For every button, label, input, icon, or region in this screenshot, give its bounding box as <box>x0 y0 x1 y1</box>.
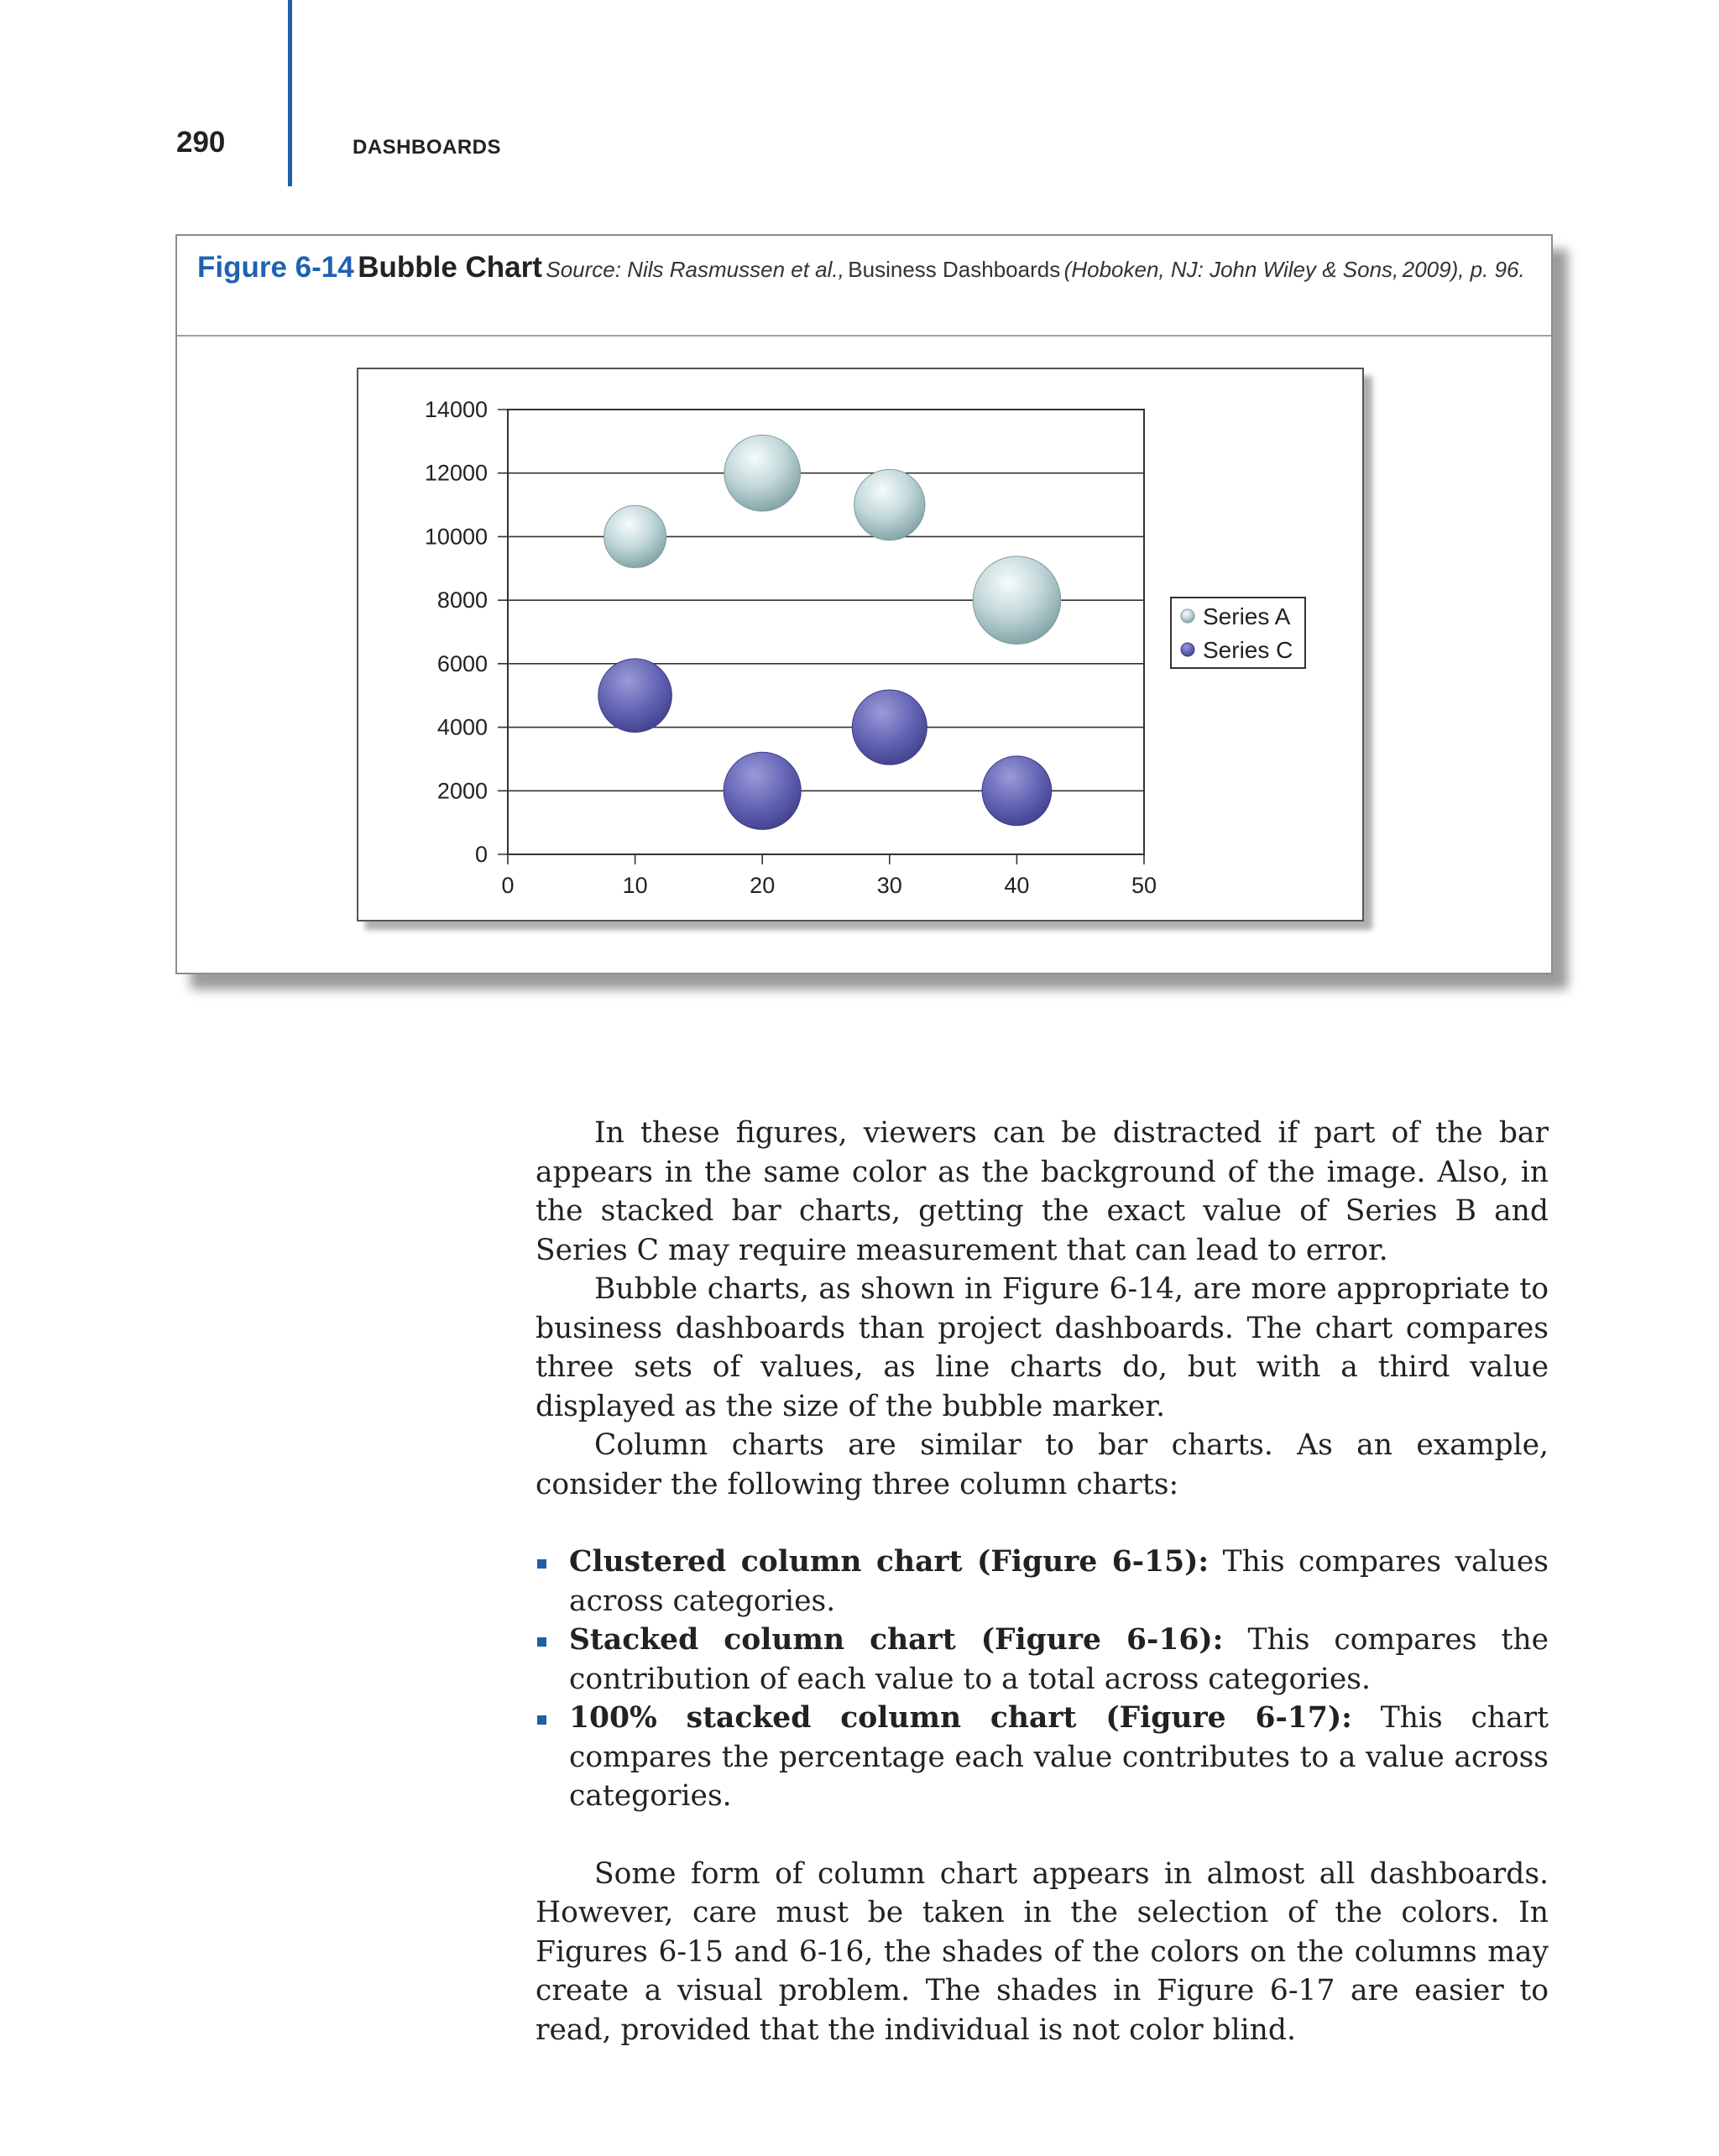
bubble-point <box>724 435 801 511</box>
y-tick-label: 2000 <box>436 778 488 804</box>
figure-source-book: Business Dashboards <box>848 257 1061 282</box>
x-tick-label: 40 <box>1004 873 1030 898</box>
figure-source-prefix: Source: Nils Rasmussen et al., <box>546 257 844 282</box>
y-tick-label: 10000 <box>424 524 488 550</box>
list-item-text: This chart compares the percentage each value contributes to a value across categories. <box>569 1701 1549 1813</box>
header-rule <box>288 0 292 186</box>
page-number: 290 <box>176 126 226 159</box>
bullet-square-icon <box>537 1637 546 1647</box>
legend-label: Series C <box>1203 637 1293 663</box>
running-head: DASHBOARDS <box>353 136 502 159</box>
list-item-text: This compares the contribution of each value to a total across categories. <box>569 1623 1549 1696</box>
bullet-square-icon <box>537 1559 546 1569</box>
list-item-term: Clustered column chart (Figure 6-15): <box>569 1545 1210 1579</box>
x-tick-label: 20 <box>750 873 776 898</box>
y-tick-label: 12000 <box>424 460 488 486</box>
figure-label: Figure 6-14 <box>197 251 354 284</box>
y-tick-label: 4000 <box>436 714 488 740</box>
bubble-point <box>604 505 666 567</box>
list-item-term: 100% stacked column chart (Figure 6-17): <box>569 1701 1352 1735</box>
bubble-point <box>598 659 672 733</box>
x-tick-label: 50 <box>1131 873 1157 898</box>
bubble-point <box>854 469 925 540</box>
y-tick-label: 0 <box>474 842 488 867</box>
bubble-point <box>973 556 1061 645</box>
paragraph-2: Bubble charts, as shown in Figure 6-14, are more appropriate to business dashboards than project dashboards. The chart compares three sets of values, as line charts do, but with a third value displayed as the size of the bubble marker. <box>536 1272 1549 1423</box>
y-tick-label: 14000 <box>424 397 488 422</box>
figure-caption <box>197 248 1532 294</box>
body-text <box>536 1114 1549 2049</box>
y-tick-label: 6000 <box>436 650 488 676</box>
x-tick-label: 0 <box>501 873 515 898</box>
list-item <box>536 1621 1549 1699</box>
paragraph-4: Some form of column chart appears in almost all dashboards. However, care must be taken in the selection of the colors. In Figures 6-15 and 6-16, the shades of the colors on the columns may create a visual problem. The shades in Figure 6-17 are easier to read, provided that the individual is not color blind. <box>536 1856 1549 2047</box>
figure-title: Bubble Chart <box>358 251 542 284</box>
bubble-point <box>982 756 1052 826</box>
bubble-chart <box>358 369 1362 920</box>
bubble-point <box>852 690 927 765</box>
list-item <box>536 1543 1549 1621</box>
legend-marker <box>1181 609 1194 623</box>
caption-divider <box>177 335 1551 337</box>
x-tick-label: 30 <box>876 873 902 898</box>
list-item <box>536 1699 1549 1816</box>
bullet-square-icon <box>537 1715 546 1725</box>
legend-label: Series A <box>1203 603 1291 629</box>
figure-source-suffix: (Hoboken, NJ: John Wiley & Sons, <box>1063 257 1399 282</box>
paragraph-3: Column charts are similar to bar charts. As an example, consider the following three column charts: <box>536 1428 1549 1501</box>
list-item-text: This compares values across categories. <box>569 1545 1549 1618</box>
legend-marker <box>1181 643 1194 656</box>
bubble-point <box>724 752 801 829</box>
paragraph-1: In these figures, viewers can be distracted if part of the bar appears in the same color as the background of the image. Also, in the stacked bar charts, getting the exact value of Series B and Series C may require measurement that can lead to error. <box>536 1116 1549 1267</box>
x-tick-label: 10 <box>622 873 648 898</box>
figure-box <box>175 234 1553 974</box>
list-item-term: Stacked column chart (Figure 6-16): <box>569 1623 1224 1657</box>
bubble-chart-frame <box>357 368 1364 921</box>
column-chart-list <box>536 1543 1549 1816</box>
figure-source-line2: 2009), p. 96. <box>1402 257 1525 282</box>
y-tick-label: 8000 <box>436 587 488 613</box>
